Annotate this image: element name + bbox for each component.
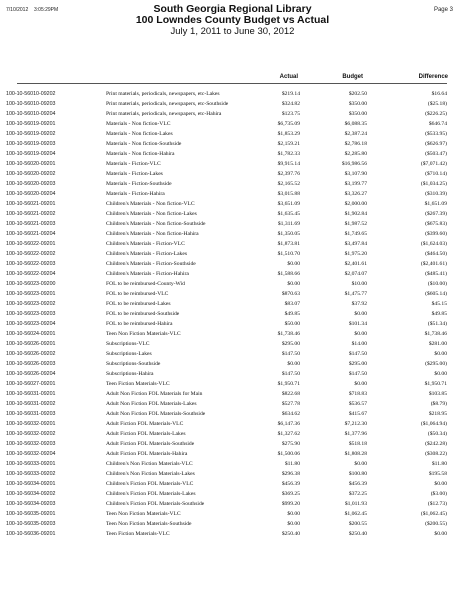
account-cell: 100-10-56027-09201 bbox=[6, 381, 56, 387]
description-cell: FOL to be reimbursed-Hahira bbox=[106, 321, 173, 327]
budget-cell: $3,107.90 bbox=[344, 171, 367, 177]
difference-cell: ($399.60) bbox=[425, 231, 447, 237]
table-row bbox=[0, 319, 465, 329]
difference-cell: ($25.18) bbox=[427, 101, 447, 107]
table-row bbox=[0, 529, 465, 539]
description-cell: Materials - Fiction-VLC bbox=[106, 161, 161, 167]
description-cell: FOL to be reimbursed-Southside bbox=[106, 311, 180, 317]
table-row bbox=[0, 469, 465, 479]
budget-cell: $250.40 bbox=[348, 531, 367, 537]
description-cell: Subscriptions-VLC bbox=[106, 341, 150, 347]
description-cell: Materials - Non fiction-Hahira bbox=[106, 151, 175, 157]
actual-cell: $822.68 bbox=[281, 391, 300, 397]
table-row bbox=[0, 309, 465, 319]
table-row bbox=[0, 359, 465, 369]
difference-cell: ($310.39) bbox=[425, 191, 447, 197]
table-row bbox=[0, 109, 465, 119]
table-row bbox=[0, 479, 465, 489]
table-row bbox=[0, 129, 465, 139]
account-cell: 100-10-56032-09203 bbox=[6, 441, 56, 447]
account-cell: 100-10-56032-09202 bbox=[6, 431, 56, 437]
budget-cell: $1,011.93 bbox=[344, 501, 367, 507]
actual-cell: $527.78 bbox=[281, 401, 300, 407]
account-cell: 100-10-56034-09203 bbox=[6, 501, 56, 507]
difference-cell: ($10.00) bbox=[427, 281, 447, 287]
description-cell: Children's Materials - Fiction-Hahira bbox=[106, 271, 189, 277]
table-row bbox=[0, 409, 465, 419]
difference-cell: $281.00 bbox=[428, 341, 447, 347]
actual-cell: $295.00 bbox=[281, 341, 300, 347]
table-row bbox=[0, 349, 465, 359]
actual-cell: $634.62 bbox=[281, 411, 300, 417]
table-row bbox=[0, 519, 465, 529]
table-row bbox=[0, 179, 465, 189]
budget-cell: $350.00 bbox=[348, 101, 367, 107]
actual-cell: $1,510.70 bbox=[277, 251, 300, 257]
table-row bbox=[0, 239, 465, 249]
account-cell: 100-10-56010-09203 bbox=[6, 101, 56, 107]
actual-cell: $3,651.09 bbox=[277, 201, 300, 207]
difference-cell: $1,651.09 bbox=[424, 201, 447, 207]
actual-cell: $296.38 bbox=[281, 471, 300, 477]
description-cell: Adult Non Fiction FOL Materials for Main bbox=[106, 391, 203, 397]
budget-cell: $456.39 bbox=[348, 481, 367, 487]
description-cell: Children's Materials - Non fiction-Hahira bbox=[106, 231, 199, 237]
difference-cell: $0.00 bbox=[434, 481, 447, 487]
report-title-block bbox=[0, 4, 465, 37]
actual-cell: $123.75 bbox=[281, 111, 300, 117]
difference-cell: ($8.79) bbox=[430, 401, 447, 407]
account-cell: 100-10-56035-09203 bbox=[6, 521, 56, 527]
account-cell: 100-10-56019-09203 bbox=[6, 141, 56, 147]
account-cell: 100-10-56022-09201 bbox=[6, 241, 56, 247]
actual-cell: $369.25 bbox=[281, 491, 300, 497]
table-row bbox=[0, 139, 465, 149]
difference-cell: $16.64 bbox=[431, 91, 447, 97]
print-time: 3:05:29PM bbox=[34, 7, 59, 13]
account-cell: 100-10-56023-09200 bbox=[6, 281, 56, 287]
budget-cell: $718.83 bbox=[348, 391, 367, 397]
budget-cell: $2,786.18 bbox=[344, 141, 367, 147]
budget-cell: $37.92 bbox=[351, 301, 367, 307]
account-cell: 100-10-56034-09202 bbox=[6, 491, 56, 497]
table-row bbox=[0, 99, 465, 109]
difference-cell: ($533.95) bbox=[425, 131, 447, 137]
account-cell: 100-10-56023-09204 bbox=[6, 321, 56, 327]
account-cell: 100-10-56021-09203 bbox=[6, 221, 56, 227]
budget-cell: $1,749.65 bbox=[344, 231, 367, 237]
difference-cell: $1,738.46 bbox=[424, 331, 447, 337]
account-cell: 100-10-56026-09204 bbox=[6, 371, 56, 377]
difference-cell: $0.00 bbox=[434, 351, 447, 357]
table-row bbox=[0, 269, 465, 279]
table-row bbox=[0, 339, 465, 349]
actual-cell: $49.85 bbox=[284, 311, 300, 317]
budget-cell: $1,902.84 bbox=[344, 211, 367, 217]
description-cell: Print materials, periodicals, newspapers, etc-Hahira bbox=[106, 111, 222, 117]
account-cell: 100-10-56033-09202 bbox=[6, 471, 56, 477]
actual-cell: $250.40 bbox=[281, 531, 300, 537]
difference-cell: $0.00 bbox=[434, 531, 447, 537]
difference-cell: ($267.39) bbox=[425, 211, 447, 217]
description-cell: Materials - Fiction-Southside bbox=[106, 181, 172, 187]
table-row bbox=[0, 279, 465, 289]
actual-cell: $1,327.62 bbox=[277, 431, 300, 437]
description-cell: Children's Fiction FOL Materials-Lakes bbox=[106, 491, 196, 497]
account-cell: 100-10-56022-09202 bbox=[6, 251, 56, 257]
actual-cell: $147.50 bbox=[281, 351, 300, 357]
actual-cell: $2,397.76 bbox=[277, 171, 300, 177]
budget-cell: $101.34 bbox=[348, 321, 367, 327]
difference-cell: ($2,401.61) bbox=[420, 261, 447, 267]
description-cell: Materials - Non fiction-VLC bbox=[106, 121, 171, 127]
actual-cell: $870.63 bbox=[281, 291, 300, 297]
report-subtitle: 100 Lowndes County Budget vs Actual bbox=[135, 14, 330, 26]
difference-cell: ($51.34) bbox=[427, 321, 447, 327]
table-row bbox=[0, 289, 465, 299]
description-cell: Materials - Non fiction-Lakes bbox=[106, 131, 173, 137]
table-row bbox=[0, 449, 465, 459]
budget-cell: $202.50 bbox=[348, 91, 367, 97]
table-row bbox=[0, 189, 465, 199]
account-cell: 100-10-56021-09204 bbox=[6, 231, 56, 237]
table-row bbox=[0, 249, 465, 259]
table-row bbox=[0, 419, 465, 429]
table-row bbox=[0, 149, 465, 159]
actual-cell: $0.00 bbox=[287, 521, 300, 527]
description-cell: Adult Fiction FOL Materials-Hahira bbox=[106, 451, 188, 457]
description-cell: Children's Materials - Non fiction-Southside bbox=[106, 221, 206, 227]
difference-cell: ($12.73) bbox=[427, 501, 447, 507]
column-header-budget: Budget bbox=[342, 74, 363, 80]
description-cell: Print materials, periodicals, newspapers, etc-Lakes bbox=[106, 91, 220, 97]
difference-cell: ($3.00) bbox=[430, 491, 447, 497]
account-cell: 100-10-56019-09202 bbox=[6, 131, 56, 137]
actual-cell: $1,588.66 bbox=[277, 271, 300, 277]
description-cell: FOL to be reimbursed-County-Wid bbox=[106, 281, 185, 287]
account-cell: 100-10-56035-09201 bbox=[6, 511, 56, 517]
table-row bbox=[0, 299, 465, 309]
table-row bbox=[0, 489, 465, 499]
actual-cell: $324.82 bbox=[281, 101, 300, 107]
description-cell: Children's Materials - Non fiction-Lakes bbox=[106, 211, 197, 217]
difference-cell: $218.95 bbox=[428, 411, 447, 417]
difference-cell: $11.80 bbox=[431, 461, 447, 467]
account-cell: 100-10-56010-09202 bbox=[6, 91, 56, 97]
description-cell: Children's Non Fiction Materials-Lakes bbox=[106, 471, 195, 477]
actual-cell: $1,500.06 bbox=[277, 451, 300, 457]
description-cell: Teen Fiction Materials-VLC bbox=[106, 381, 170, 387]
description-cell: Subscriptions-Southside bbox=[106, 361, 161, 367]
table-row bbox=[0, 399, 465, 409]
actual-cell: $1,950.71 bbox=[277, 381, 300, 387]
account-cell: 100-10-56023-09203 bbox=[6, 311, 56, 317]
report-period: July 1, 2011 to June 30, 2012 bbox=[170, 26, 295, 37]
actual-cell: $0.00 bbox=[287, 511, 300, 517]
table-row bbox=[0, 199, 465, 209]
table-row bbox=[0, 429, 465, 439]
description-cell: Materials - Fiction-Hahira bbox=[106, 191, 165, 197]
account-cell: 100-10-56021-09202 bbox=[6, 211, 56, 217]
budget-cell: $147.50 bbox=[348, 371, 367, 377]
description-cell: Teen Non Fiction Materials-VLC bbox=[106, 331, 181, 337]
account-cell: 100-10-56010-09204 bbox=[6, 111, 56, 117]
account-cell: 100-10-56036-09201 bbox=[6, 531, 56, 537]
table-row bbox=[0, 119, 465, 129]
budget-cell: $2,074.07 bbox=[344, 271, 367, 277]
account-cell: 100-10-56026-09203 bbox=[6, 361, 56, 367]
difference-cell: $646.74 bbox=[428, 121, 447, 127]
difference-cell: ($464.50) bbox=[425, 251, 447, 257]
account-cell: 100-10-56020-09203 bbox=[6, 181, 56, 187]
description-cell: Materials - Non fiction-Southside bbox=[106, 141, 182, 147]
actual-cell: $6,147.36 bbox=[277, 421, 300, 427]
difference-cell: $49.85 bbox=[431, 311, 447, 317]
actual-cell: $1,311.69 bbox=[277, 221, 300, 227]
budget-cell: $3,199.77 bbox=[344, 181, 367, 187]
account-cell: 100-10-56021-09201 bbox=[6, 201, 56, 207]
description-cell: FOL to be reimbursed-Lakes bbox=[106, 301, 171, 307]
account-cell: 100-10-56032-09204 bbox=[6, 451, 56, 457]
header-divider bbox=[17, 83, 447, 84]
account-cell: 100-10-56034-09201 bbox=[6, 481, 56, 487]
description-cell: Teen Non Fiction Materials-Southside bbox=[106, 521, 192, 527]
account-cell: 100-10-56033-09201 bbox=[6, 461, 56, 467]
difference-cell: ($1,062.45) bbox=[420, 511, 447, 517]
table-row bbox=[0, 459, 465, 469]
difference-cell: ($1,034.25) bbox=[420, 181, 447, 187]
budget-cell: $1,062.45 bbox=[344, 511, 367, 517]
actual-cell: $11.80 bbox=[284, 461, 300, 467]
actual-cell: $456.39 bbox=[281, 481, 300, 487]
table-row bbox=[0, 439, 465, 449]
actual-cell: $2,165.52 bbox=[277, 181, 300, 187]
table-row bbox=[0, 379, 465, 389]
difference-cell: ($626.97) bbox=[425, 141, 447, 147]
difference-cell: ($1,624.03) bbox=[420, 241, 447, 247]
difference-cell: $195.58 bbox=[428, 471, 447, 477]
budget-cell: $1,377.96 bbox=[344, 431, 367, 437]
difference-cell: ($295.00) bbox=[425, 361, 447, 367]
budget-cell: $1,987.52 bbox=[344, 221, 367, 227]
budget-cell: $10.00 bbox=[351, 281, 367, 287]
table-row bbox=[0, 219, 465, 229]
difference-cell: $103.85 bbox=[428, 391, 447, 397]
actual-cell: $9,915.14 bbox=[277, 161, 300, 167]
budget-cell: $2,285.80 bbox=[344, 151, 367, 157]
description-cell: Children's Materials - Non fiction-VLC bbox=[106, 201, 195, 207]
account-cell: 100-10-56023-09201 bbox=[6, 291, 56, 297]
print-date: 7/10/2012 bbox=[6, 7, 29, 13]
table-row bbox=[0, 209, 465, 219]
account-cell: 100-10-56019-09201 bbox=[6, 121, 56, 127]
budget-cell: $2,401.61 bbox=[344, 261, 367, 267]
actual-cell: $999.20 bbox=[281, 501, 300, 507]
table-row bbox=[0, 389, 465, 399]
budget-cell: $0.00 bbox=[354, 331, 367, 337]
table-row bbox=[0, 169, 465, 179]
table-row bbox=[0, 259, 465, 269]
actual-cell: $219.14 bbox=[281, 91, 300, 97]
table-row bbox=[0, 229, 465, 239]
budget-cell: $1,808.28 bbox=[344, 451, 367, 457]
budget-table-body bbox=[0, 89, 465, 539]
actual-cell: $1,873.81 bbox=[277, 241, 300, 247]
budget-cell: $0.00 bbox=[354, 311, 367, 317]
difference-cell: ($200.55) bbox=[425, 521, 447, 527]
budget-cell: $1,975.20 bbox=[344, 251, 367, 257]
actual-cell: $3,015.88 bbox=[277, 191, 300, 197]
budget-cell: $14.00 bbox=[351, 341, 367, 347]
actual-cell: $1,782.33 bbox=[277, 151, 300, 157]
difference-cell: ($242.28) bbox=[425, 441, 447, 447]
difference-cell: $0.00 bbox=[434, 371, 447, 377]
table-row bbox=[0, 499, 465, 509]
actual-cell: $1,635.45 bbox=[277, 211, 300, 217]
actual-cell: $83.07 bbox=[284, 301, 300, 307]
description-cell: Teen Fiction Materials-VLC bbox=[106, 531, 170, 537]
description-cell: Teen Non Fiction Materials-VLC bbox=[106, 511, 181, 517]
account-cell: 100-10-56023-09202 bbox=[6, 301, 56, 307]
budget-cell: $2,000.00 bbox=[344, 201, 367, 207]
column-header-actual: Actual bbox=[279, 74, 298, 80]
account-cell: 100-10-56020-09201 bbox=[6, 161, 56, 167]
table-row bbox=[0, 509, 465, 519]
description-cell: Print materials, periodicals, newspapers, etc-Southside bbox=[106, 101, 229, 107]
description-cell: Children's Fiction FOL Materials-Southside bbox=[106, 501, 205, 507]
budget-cell: $100.80 bbox=[348, 471, 367, 477]
actual-cell: $1,350.05 bbox=[277, 231, 300, 237]
description-cell: Adult Fiction FOL Materials-Southside bbox=[106, 441, 195, 447]
description-cell: Children's Materials - Fiction-Southside bbox=[106, 261, 196, 267]
budget-cell: $3,497.84 bbox=[344, 241, 367, 247]
difference-cell: ($7,071.42) bbox=[420, 161, 447, 167]
budget-cell: $372.25 bbox=[348, 491, 367, 497]
account-cell: 100-10-56032-09201 bbox=[6, 421, 56, 427]
account-cell: 100-10-56022-09203 bbox=[6, 261, 56, 267]
actual-cell: $0.00 bbox=[287, 261, 300, 267]
actual-cell: $6,735.09 bbox=[277, 121, 300, 127]
difference-cell: ($308.22) bbox=[425, 451, 447, 457]
account-cell: 100-10-56020-09204 bbox=[6, 191, 56, 197]
description-cell: Adult Non Fiction FOL Materials-Southside bbox=[106, 411, 206, 417]
table-row bbox=[0, 159, 465, 169]
description-cell: Adult Fiction FOL Materials-VLC bbox=[106, 421, 184, 427]
difference-cell: ($485.41) bbox=[425, 271, 447, 277]
budget-cell: $200.55 bbox=[348, 521, 367, 527]
budget-cell: $16,986.56 bbox=[341, 161, 367, 167]
account-cell: 100-10-56022-09204 bbox=[6, 271, 56, 277]
budget-cell: $2,387.24 bbox=[344, 131, 367, 137]
budget-cell: $415.67 bbox=[348, 411, 367, 417]
budget-cell: $536.57 bbox=[348, 401, 367, 407]
budget-cell: $0.00 bbox=[354, 381, 367, 387]
actual-cell: $0.00 bbox=[287, 281, 300, 287]
description-cell: Materials - Fiction-Lakes bbox=[106, 171, 163, 177]
description-cell: Subscriptions-Lakes bbox=[106, 351, 152, 357]
actual-cell: $275.90 bbox=[281, 441, 300, 447]
report-title: South Georgia Regional Library bbox=[153, 3, 312, 15]
column-header-difference: Difference bbox=[418, 74, 448, 80]
budget-cell: $295.00 bbox=[348, 361, 367, 367]
budget-cell: $1,475.77 bbox=[344, 291, 367, 297]
difference-cell: ($605.14) bbox=[425, 291, 447, 297]
actual-cell: $50.00 bbox=[284, 321, 300, 327]
description-cell: Children's Materials - Fiction-Lakes bbox=[106, 251, 188, 257]
description-cell: Children's Materials - Fiction-VLC bbox=[106, 241, 185, 247]
actual-cell: $0.00 bbox=[287, 361, 300, 367]
difference-cell: ($50.34) bbox=[427, 431, 447, 437]
description-cell: FOL to be reimbursed-VLC bbox=[106, 291, 169, 297]
difference-cell: $45.15 bbox=[431, 301, 447, 307]
budget-cell: $350.00 bbox=[348, 111, 367, 117]
budget-cell: $147.50 bbox=[348, 351, 367, 357]
account-cell: 100-10-56031-09203 bbox=[6, 411, 56, 417]
account-cell: 100-10-56031-09202 bbox=[6, 401, 56, 407]
account-cell: 100-10-56031-09201 bbox=[6, 391, 56, 397]
description-cell: Subscriptions-Hahira bbox=[106, 371, 154, 377]
description-cell: Children's Fiction FOL Materials-VLC bbox=[106, 481, 194, 487]
difference-cell: ($675.83) bbox=[425, 221, 447, 227]
actual-cell: $2,159.21 bbox=[277, 141, 300, 147]
budget-cell: $7,212.30 bbox=[344, 421, 367, 427]
budget-cell: $6,088.35 bbox=[344, 121, 367, 127]
description-cell: Children's Non Fiction Materials-VLC bbox=[106, 461, 193, 467]
difference-cell: ($710.14) bbox=[425, 171, 447, 177]
account-cell: 100-10-56019-09204 bbox=[6, 151, 56, 157]
actual-cell: $1,738.46 bbox=[277, 331, 300, 337]
table-row bbox=[0, 89, 465, 99]
difference-cell: ($226.25) bbox=[425, 111, 447, 117]
account-cell: 100-10-56020-09202 bbox=[6, 171, 56, 177]
page-number: Page 3 bbox=[433, 7, 453, 13]
difference-cell: ($503.47) bbox=[425, 151, 447, 157]
actual-cell: $147.50 bbox=[281, 371, 300, 377]
difference-cell: $1,950.71 bbox=[424, 381, 447, 387]
description-cell: Adult Fiction FOL Materials-Lakes bbox=[106, 431, 186, 437]
account-cell: 100-10-56026-09201 bbox=[6, 341, 56, 347]
difference-cell: ($1,064.94) bbox=[420, 421, 447, 427]
budget-cell: $518.18 bbox=[348, 441, 367, 447]
table-row bbox=[0, 369, 465, 379]
actual-cell: $1,853.29 bbox=[277, 131, 300, 137]
account-cell: 100-10-56026-09202 bbox=[6, 351, 56, 357]
account-cell: 100-10-56024-09201 bbox=[6, 331, 56, 337]
budget-cell: $3,326.27 bbox=[344, 191, 367, 197]
table-row bbox=[0, 329, 465, 339]
budget-cell: $0.00 bbox=[354, 461, 367, 467]
description-cell: Adult Non Fiction FOL Materials-Lakes bbox=[106, 401, 197, 407]
